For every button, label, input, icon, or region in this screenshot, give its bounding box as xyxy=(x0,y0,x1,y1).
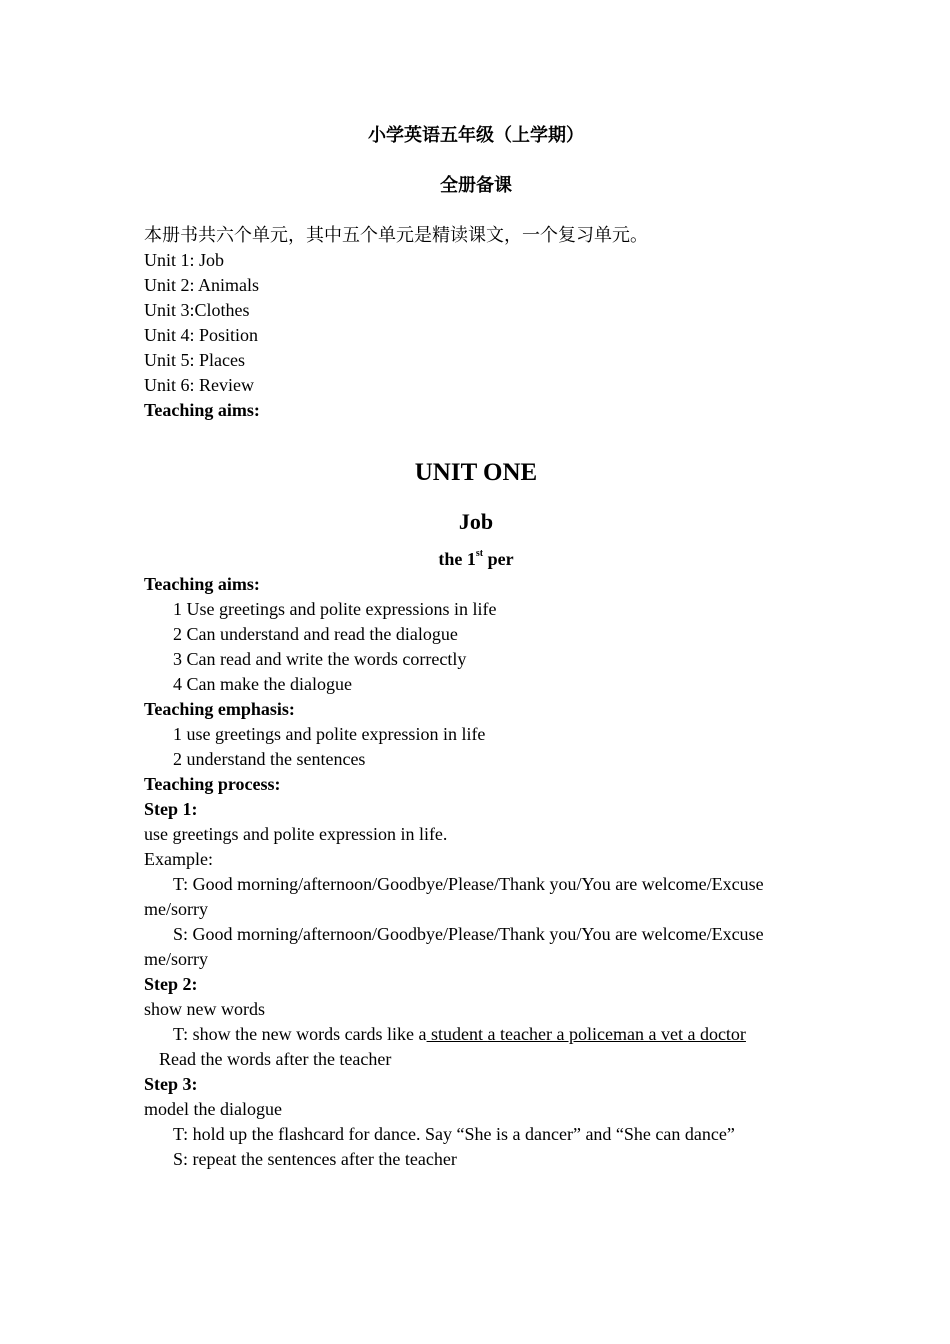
step-description: use greetings and polite expression in life. xyxy=(144,824,448,844)
step-label: Step 1: xyxy=(144,799,198,819)
aim-item: 4 Can make the dialogue xyxy=(173,674,352,694)
period-label-sup: st xyxy=(475,548,484,559)
unit-list-item: Unit 1: Job xyxy=(144,250,225,270)
aims-label: Teaching aims: xyxy=(144,574,260,594)
teacher-line: T: Good morning/afternoon/Goodbye/Please/Thank you/You are welcome/Excuse me/sorry xyxy=(144,874,764,919)
aim-item: 1 Use greetings and polite expressions in life xyxy=(173,599,497,619)
unit-list-item: Unit 2: Animals xyxy=(144,275,260,295)
unit-list-item: Unit 4: Position xyxy=(144,325,259,345)
teacher-line-text: T: show the new words cards like a xyxy=(173,1024,427,1044)
step-label: Step 2: xyxy=(144,974,198,994)
emphasis-item: 1 use greetings and polite expression in life xyxy=(173,724,486,744)
teacher-line xyxy=(144,1022,808,1047)
unit-list-item: Unit 3:Clothes xyxy=(144,300,250,320)
period-label-post: per xyxy=(483,549,514,569)
example-label: Example: xyxy=(144,849,213,869)
word-card: a teacher xyxy=(487,1024,557,1044)
document-subtitle: 全册备课 xyxy=(440,175,512,195)
unit-list-item: Unit 5: Places xyxy=(144,350,245,370)
aim-item: 2 Can understand and read the dialogue xyxy=(173,624,458,644)
student-line: S: repeat the sentences after the teacher xyxy=(173,1149,457,1169)
step-description: model the dialogue xyxy=(144,1099,282,1119)
process-label: Teaching process: xyxy=(144,774,281,794)
unit-list xyxy=(144,248,808,398)
unit-list-item: Unit 6: Review xyxy=(144,375,254,395)
unit-heading: UNIT ONE xyxy=(414,459,538,486)
word-card: student xyxy=(426,1024,488,1044)
teacher-line: T: hold up the flashcard for dance. Say “She is a dancer” and “She can dance” xyxy=(173,1124,735,1144)
word-card: a policeman xyxy=(556,1024,649,1044)
student-line: S: Good morning/afternoon/Goodbye/Please/Thank you/You are welcome/Excuse me/sorry xyxy=(144,924,764,969)
document-title: 小学英语五年级（上学期） xyxy=(368,125,584,145)
aim-item: 3 Can read and write the words correctly xyxy=(173,649,467,669)
period-label xyxy=(144,547,808,572)
document-body xyxy=(144,123,808,1172)
word-card: a vet xyxy=(648,1024,688,1044)
read-line: Read the words after the teacher xyxy=(159,1049,392,1069)
step-description: show new words xyxy=(144,999,265,1019)
word-card: a doctor xyxy=(687,1024,746,1044)
period-label-pre: the 1 xyxy=(438,549,476,569)
unit-topic: Job xyxy=(458,509,494,534)
step-label: Step 3: xyxy=(144,1074,198,1094)
intro-aims-label: Teaching aims: xyxy=(144,400,260,420)
emphasis-item: 2 understand the sentences xyxy=(173,749,366,769)
emphasis-label: Teaching emphasis: xyxy=(144,699,295,719)
book-summary: 本册书共六个单元，其中五个单元是精读课文，一个复习单元。 xyxy=(144,225,648,245)
